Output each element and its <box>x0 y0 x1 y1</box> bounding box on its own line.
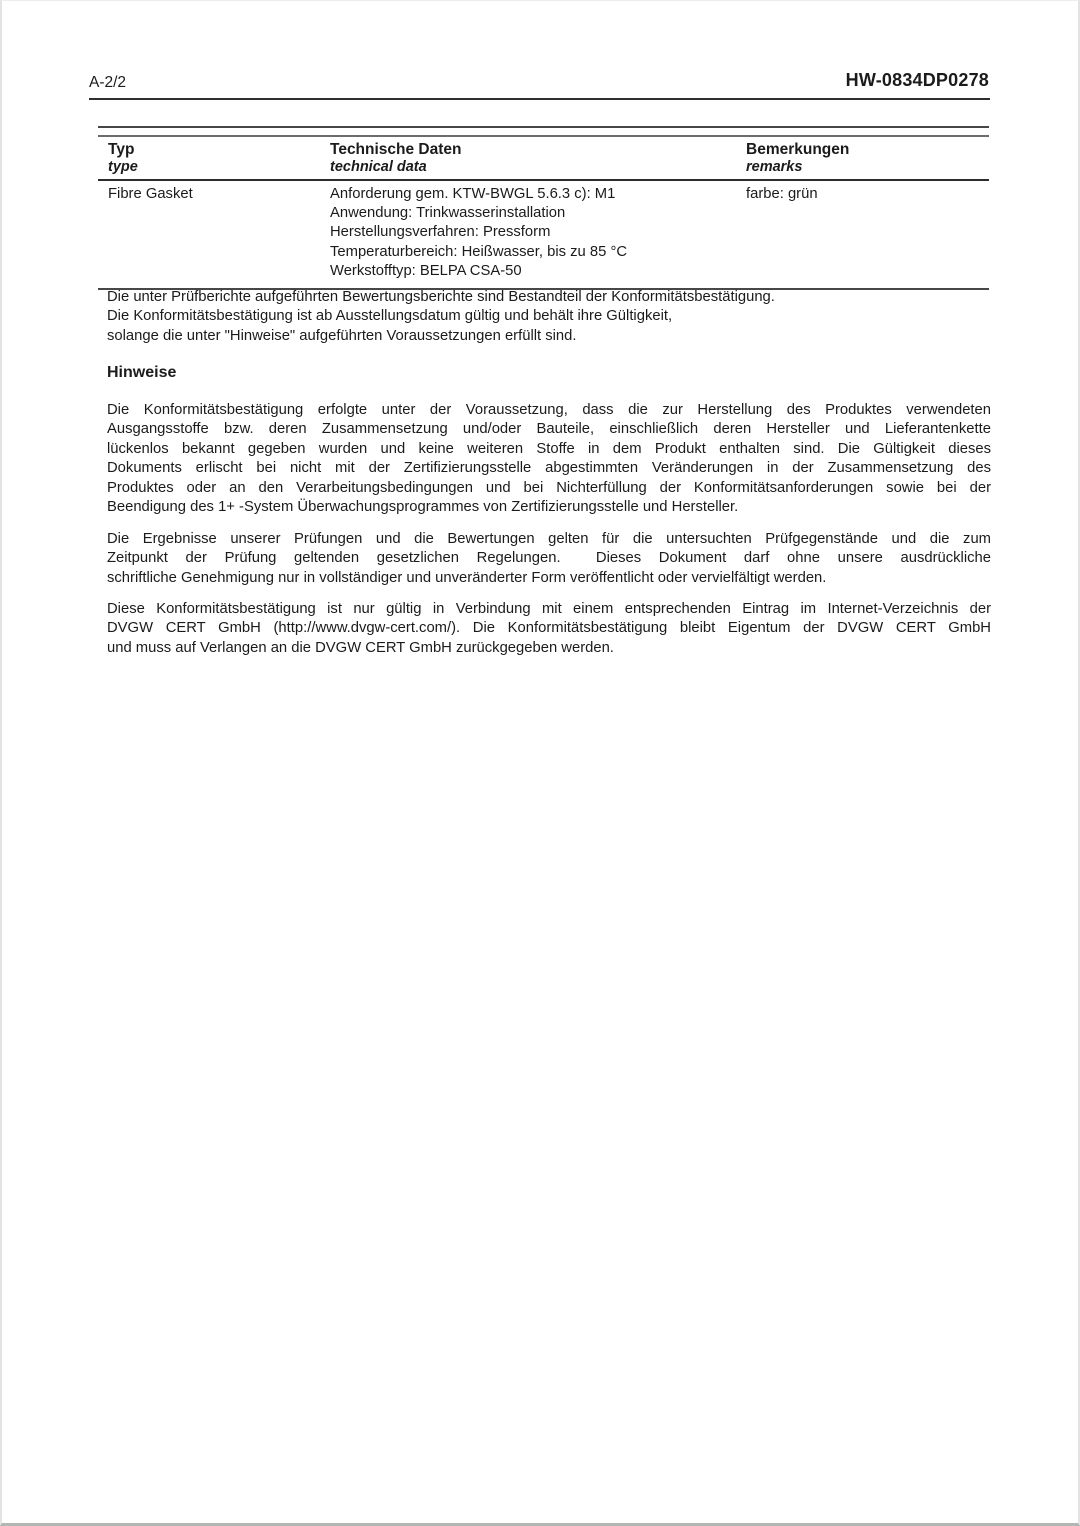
text-line: Temperaturbereich: Heißwasser, bis zu 85 °C <box>330 243 628 260</box>
table-header-remarks: Bemerkungen remarks <box>746 141 850 175</box>
product-data-table <box>98 126 989 290</box>
text-line: Die Konformitätsbestätigung erfolgte unter der Voraussetzung, dass die zur Herstellung des Produktes verwendeten <box>107 402 991 418</box>
table-top-double-rule <box>98 126 989 137</box>
cell-remarks: farbe: grün <box>746 186 818 202</box>
note-paragraph-3 <box>107 600 991 658</box>
text-line: Produktes oder an den Verarbeitungsbedingungen und bei Nichterfüllung der Konformitätsanforderungen sowie bei der <box>107 479 991 496</box>
table-header-technical-data: Technische Daten technical data <box>330 141 462 175</box>
page-reference: A-2/2 <box>89 74 127 91</box>
text-line: Anforderung gem. KTW-BWGL 5.6.3 c): M1 <box>330 186 616 202</box>
text-line: Ausgangsstoffe bzw. deren Zusammensetzung und/oder Bauteile, einschließlich deren Hersteller und Lieferantenkette <box>107 421 991 438</box>
document-number: HW-0834DP0278 <box>845 70 989 90</box>
notes-heading: Hinweise <box>107 364 177 381</box>
text-line: DVGW CERT GmbH (http://www.dvgw-cert.com/). Die Konformitätsbestätigung bleibt Eigentum der DVGW CERT GmbH <box>107 620 991 637</box>
intro-paragraph <box>107 288 991 346</box>
table-row <box>98 181 989 290</box>
header-rule <box>89 98 990 100</box>
table-header-type: Typ type <box>108 141 138 175</box>
text-line: schriftliche Genehmigung nur in vollständiger und unveränderter Form veröffentlicht oder vervielfältigt werden. <box>107 569 827 586</box>
table-header-row <box>98 137 989 181</box>
text-line: Zeitpunkt der Prüfung geltenden gesetzlichen Regelungen. Dieses Dokument darf ohne unsere ausdrückliche <box>107 550 991 567</box>
text-line: Die Konformitätsbestätigung ist ab Ausstellungsdatum gültig und behält ihre Gültigkeit, <box>107 308 673 325</box>
text-line: Anwendung: Trinkwasserinstallation <box>330 205 566 222</box>
text-line: Beendigung des 1+ -System Überwachungsprogrammes von Zertifizierungsstelle und Hersteller. <box>107 499 739 516</box>
cell-type: Fibre Gasket <box>108 186 193 202</box>
text-line: Herstellungsverfahren: Pressform <box>330 224 551 241</box>
text-line: lückenlos bekannt gegeben wurden und keine weiteren Stoffe in dem Produkt enthalten sind. Die Gültigkeit dieses <box>107 440 991 457</box>
text-line: Die unter Prüfberichte aufgeführten Bewertungsberichte sind Bestandteil der Konformitätsbestätigung. <box>107 289 775 305</box>
text-line: Dokuments erlischt bei nicht mit der Zertifizierungsstelle abgestimmten Veränderungen in der Zusammensetzung des <box>107 460 991 477</box>
text-line: Die Ergebnisse unserer Prüfungen und die Bewertungen gelten für die untersuchten Prüfgegenstände und die zum <box>107 531 991 547</box>
note-paragraph-2 <box>107 530 991 588</box>
text-line: und muss auf Verlangen an die DVGW CERT GmbH zurückgegeben werden. <box>107 639 614 656</box>
note-paragraph-1 <box>107 401 991 517</box>
cell-technical-data <box>330 185 746 281</box>
text-line: Diese Konformitätsbestätigung ist nur gültig in Verbindung mit einem entsprechenden Eintrag im Internet-Verzeichnis der <box>107 601 991 617</box>
text-line: Werkstofftyp: BELPA CSA-50 <box>330 262 522 279</box>
text-line: solange die unter "Hinweise" aufgeführten Voraussetzungen erfüllt sind. <box>107 327 577 344</box>
